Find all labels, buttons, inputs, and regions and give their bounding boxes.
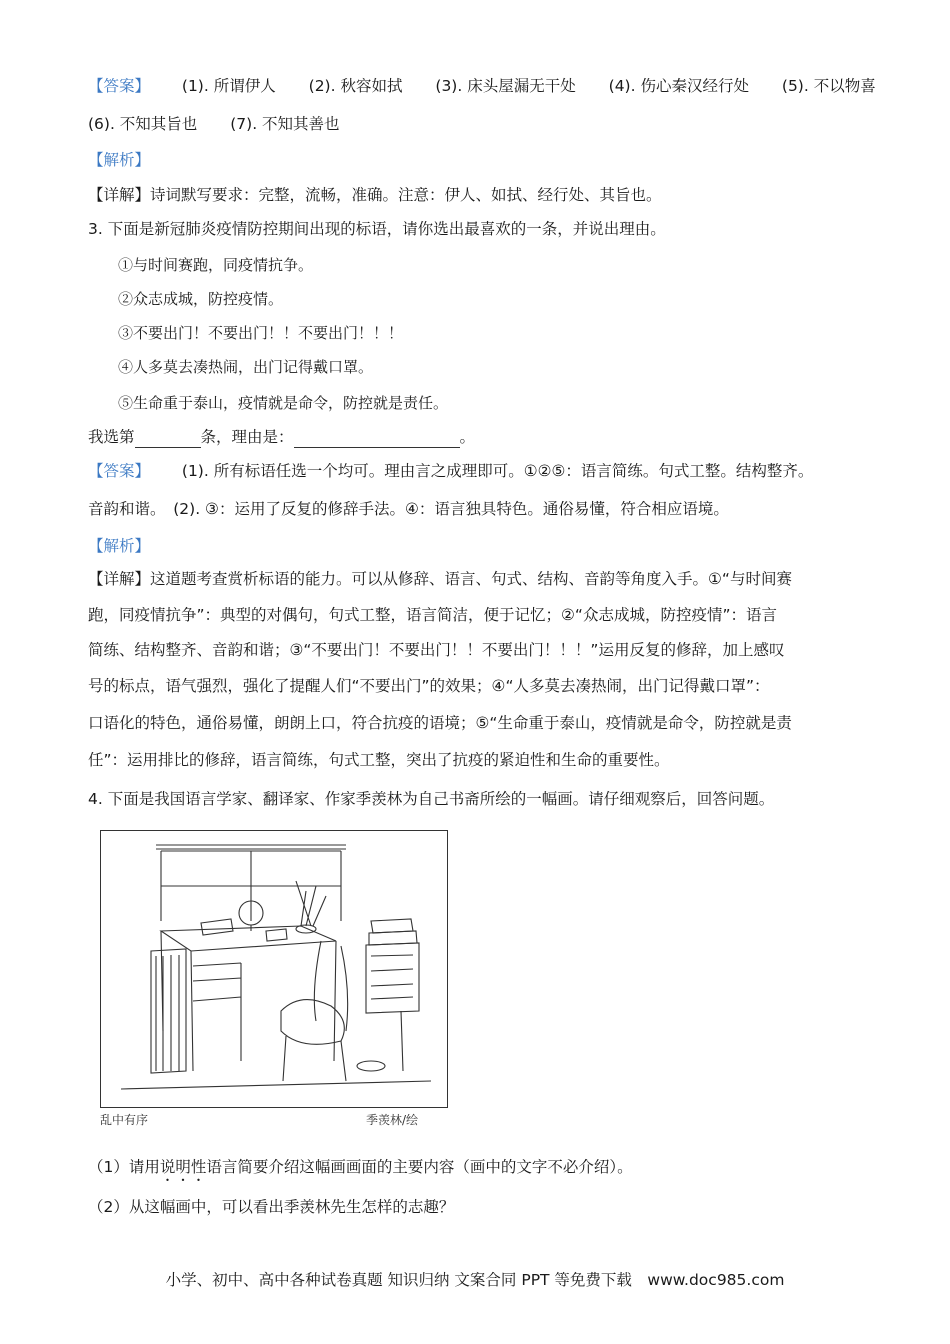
sub1-emphasis: 说明性 [159, 1158, 207, 1176]
question-4-stem: 4. 下面是我国语言学家、翻译家、作家季羡林为自己书斋所绘的一幅画。请仔细观察后，回答问题。 [88, 790, 775, 808]
answer-tag: 【答案】 [88, 77, 151, 95]
sub1-suffix: 语言简要介绍这幅画画面的主要内容（画中的文字不必介绍）。 [206, 1158, 633, 1176]
blank-number[interactable] [135, 431, 201, 448]
answer-line-1 [88, 75, 876, 97]
answer-item: (6). 不知其旨也 [88, 115, 198, 133]
answer-3-line-2: 音韵和谐。 (2). ③：运用了反复的修辞手法。④：语言独具特色。通俗易懂，符合相应语境。 [88, 500, 729, 518]
answer-item: (4). 伤心秦汉经行处 [608, 77, 749, 95]
answer-tag: 【答案】 [88, 462, 151, 480]
analysis-line: 跑，同疫情抗争”：典型的对偶句，句式工整，语言简洁，便于记忆；②“众志成城，防控疫情”：语言 [88, 606, 777, 624]
analysis-line: 简练、结构整齐、音韵和谐；③“不要出门！不要出门！！不要出门！！！”运用反复的修辞，加上感叹 [88, 641, 785, 659]
slogan-option: ④人多莫去凑热闹，出门记得戴口罩。 [118, 358, 374, 376]
detail-text: 这道题考查赏析标语的能力。可以从修辞、语言、句式、结构、音韵等角度入手。①“与时间赛 [150, 570, 792, 588]
detail-text: 诗词默写要求：完整，流畅，准确。注意：伊人、如拭、经行处、其旨也。 [150, 186, 662, 204]
question-4-sub-1 [88, 1156, 633, 1185]
answer-item: (3). 床头屋漏无干处 [435, 77, 576, 95]
detail-line [88, 184, 662, 206]
study-sketch-drawing [101, 831, 447, 1107]
slogan-option: ②众志成城，防控疫情。 [118, 290, 284, 308]
slogan-option: ③不要出门！不要出门！！不要出门！！！ [118, 324, 404, 342]
detail-tag: 【详解】 [88, 570, 151, 588]
fill-prefix: 我选第 [88, 428, 135, 446]
slogan-option: ①与时间赛跑，同疫情抗争。 [118, 256, 314, 274]
answer-item: (2). 秋容如拭 [308, 77, 403, 95]
answer-item: (1). 所谓伊人 [181, 77, 276, 95]
analysis-line: 号的标点，语气强烈，强化了提醒人们“不要出门”的效果；④“人多莫去凑热闹，出门记得戴口罩”： [88, 677, 770, 695]
answer-item: (5). 不以物喜 [781, 77, 876, 95]
fill-middle: 条，理由是： [200, 428, 294, 446]
sketch-frame [100, 830, 448, 1108]
blank-reason[interactable] [294, 431, 460, 448]
detail-tag: 【详解】 [88, 186, 151, 204]
study-sketch-figure [100, 830, 450, 1130]
slogan-option: ⑤生命重于泰山，疫情就是命令，防控就是责任。 [118, 394, 449, 412]
sketch-caption-right: 季羡林/绘 [366, 1113, 419, 1127]
analysis-tag: 【解析】 [88, 537, 151, 555]
fill-end: 。 [459, 428, 476, 446]
answer-text: (1). 所有标语任选一个均可。理由言之成理即可。①②⑤：语言简练。句式工整。结构整齐。 [181, 462, 814, 480]
fill-in-line [88, 426, 475, 448]
analysis-tag: 【解析】 [88, 151, 151, 169]
answer-line-2 [88, 113, 340, 135]
page-footer: 小学、初中、高中各种试卷真题 知识归纳 文案合同 PPT 等免费下载 www.doc985.com [165, 1271, 785, 1289]
analysis-line: 口语化的特色，通俗易懂，朗朗上口，符合抗疫的语境；⑤“生命重于泰山，疫情就是命令，防控就是责 [88, 714, 792, 732]
question-4-sub-2: （2）从这幅画中，可以看出季羡林先生怎样的志趣？ [88, 1198, 455, 1216]
question-3-stem: 3. 下面是新冠肺炎疫情防控期间出现的标语，请你选出最喜欢的一条，并说出理由。 [88, 220, 666, 238]
sub1-prefix: （1）请用 [88, 1158, 160, 1176]
sketch-caption-left: 乱中有序 [100, 1113, 149, 1127]
analysis-line [88, 568, 792, 590]
analysis-line: 任”：运用排比的修辞，语言简练，句式工整，突出了抗疫的紧迫性和生命的重要性。 [88, 751, 670, 769]
answer-3-line-1 [88, 460, 813, 482]
answer-item: (7). 不知其善也 [230, 115, 340, 133]
